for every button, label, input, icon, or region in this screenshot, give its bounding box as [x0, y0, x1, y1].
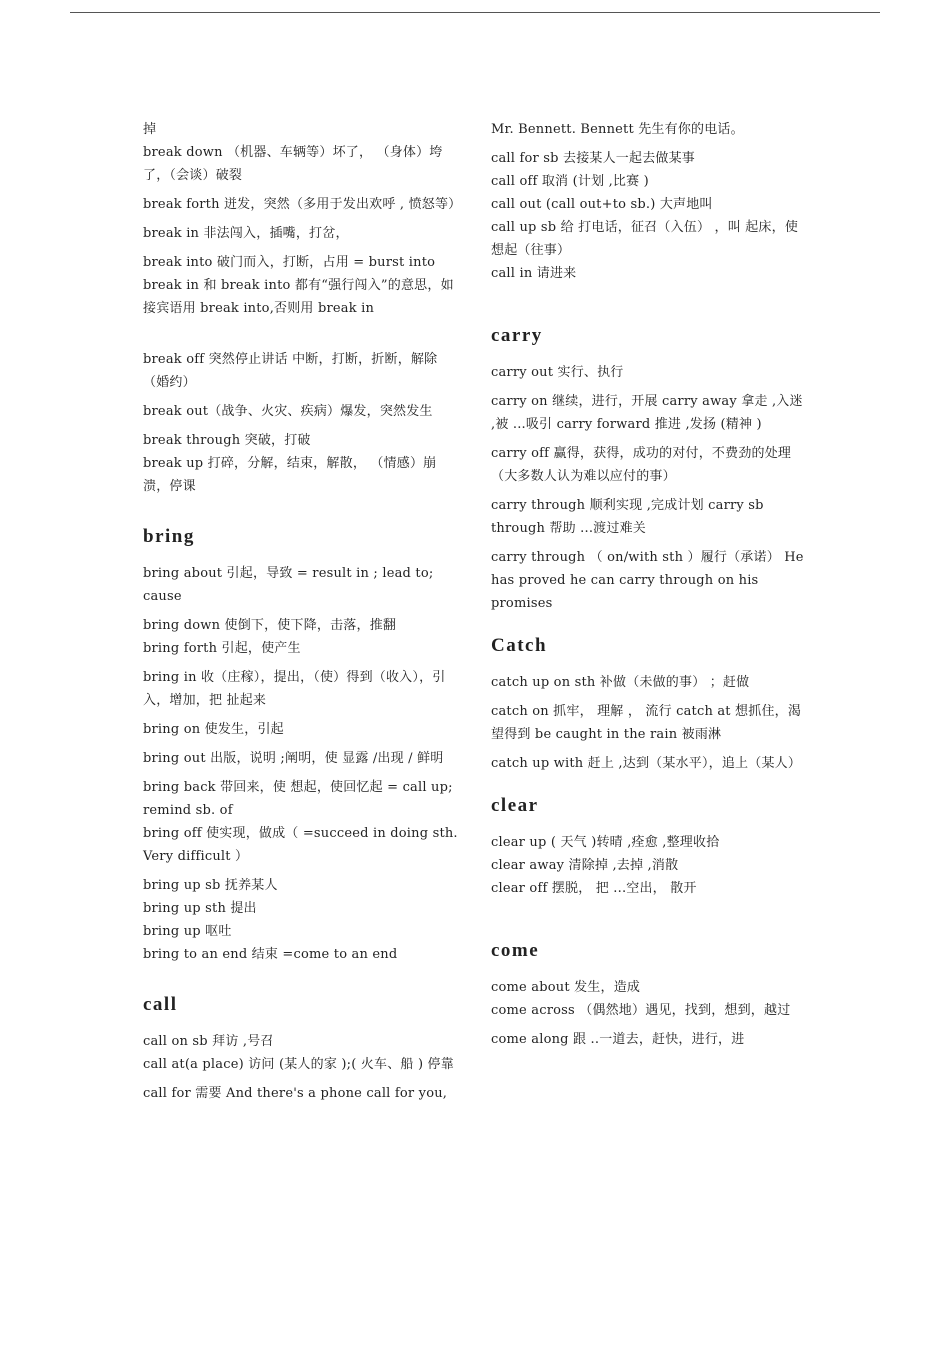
- break-entry: break into 破门而入，打断，占用 = burst into break in 和 break into 都有“强行闯入”的意思，如接宾语用 break into,否则用 break in: [143, 255, 454, 316]
- come-entry: come about 发生，造成: [491, 980, 641, 995]
- bring-entry: bring up 呕吐: [143, 924, 232, 939]
- call-entry: call on sb 拜访 ,号召: [143, 1034, 274, 1049]
- call-entry: call at(a place) 访问 (某人的家 );( 火车、船 ) 停靠: [143, 1057, 454, 1072]
- break-entry: break forth 迸发，突然（多用于发出欢呼 , 愤怒等）: [143, 197, 462, 212]
- break-entry: break through 突破，打破: [143, 433, 311, 448]
- clear-entry: clear up ( 天气 )转晴 ,痊愈 ,整理收拾: [491, 835, 720, 850]
- bring-entry: bring about 引起，导致 = result in ; lead to; cause: [143, 566, 434, 604]
- bring-entry: bring on 使发生，引起: [143, 722, 284, 737]
- call-entry: Mr. Bennett. Bennett 先生有你的电话。: [491, 122, 744, 137]
- break-entry: break in 非法闯入，插嘴，打岔，: [143, 226, 349, 241]
- carry-entry: carry out 实行、执行: [491, 365, 624, 380]
- call-entry: call for sb 去接某人一起去做某事: [491, 151, 695, 166]
- catch-entry: catch on 抓牢， 理解 ， 流行 catch at 想抓住，渴望得到 be caught in the rain 被雨淋: [491, 704, 802, 742]
- bring-entry: bring up sth 提出: [143, 901, 257, 916]
- break-entry: 掉: [143, 122, 157, 137]
- catch-entry: catch up on sth 补做（未做的事） ；赶做: [491, 675, 750, 690]
- carry-entry: carry through 顺利实现 ,完成计划 carry sb through 帮助 ...渡过难关: [491, 498, 764, 536]
- break-entry: break down （机器、车辆等）坏了， （身体）垮了，（会谈）破裂: [143, 145, 443, 183]
- clear-entry: clear away 清除掉 ,去掉 ,消散: [491, 858, 679, 873]
- carry-entry: carry through （ on/with sth ）履行（承诺） He has proved he can carry through on his promises: [491, 550, 804, 611]
- bring-entry: bring to an end 结束 =come to an end: [143, 947, 398, 962]
- call-entry: call in 请进来: [491, 266, 577, 281]
- break-entry: break off 突然停止讲话 中断，打断，折断，解除（婚约）: [143, 352, 438, 390]
- break-entry: break out（战争、火灾、疾病）爆发，突然发生: [143, 404, 433, 419]
- left-column: [143, 118, 461, 1111]
- call-continued-section: [491, 118, 809, 285]
- call-section: [143, 994, 461, 1105]
- come-section: [491, 940, 809, 1051]
- call-entry: call off 取消 (计划 ,比赛 ): [491, 174, 649, 189]
- carry-entry: carry off 赢得，获得，成功的对付，不费劲的处理（大多数人认为难以应付的事）: [491, 446, 792, 484]
- bring-section: [143, 526, 461, 966]
- come-entry: come along 跟 ..一道去，赶快，进行，进: [491, 1032, 745, 1047]
- bring-entry: bring in 收（庄稼），提出，（使）得到（收入），引入，增加，把 扯起来: [143, 670, 446, 708]
- catch-section: [491, 635, 809, 775]
- catch-entry: catch up with 赶上 ,达到（某水平），追上（某人）: [491, 756, 802, 771]
- section-heading-carry: carry: [491, 325, 543, 346]
- right-column: [491, 118, 809, 1057]
- bring-entry: bring off 使实现，做成（ =succeed in doing sth. Very difficult ）: [143, 826, 458, 864]
- come-entry: come across （偶然地）遇见，找到，想到，越过: [491, 1003, 791, 1018]
- break-section: [143, 118, 461, 498]
- bring-entry: bring down 使倒下，使下降，击落，推翻: [143, 618, 397, 633]
- section-heading-clear: clear: [491, 795, 539, 816]
- section-heading-come: come: [491, 940, 540, 961]
- bring-entry: bring up sb 抚养某人: [143, 878, 278, 893]
- call-entry: call up sb 给 打电话，征召（入伍） ，叫 起床，使想起（往事）: [491, 220, 799, 258]
- section-heading-bring: bring: [143, 526, 195, 547]
- clear-section: [491, 795, 809, 900]
- clear-entry: clear off 摆脱， 把 ...空出， 散开: [491, 881, 697, 896]
- break-entry: break up 打碎，分解，结束，解散， （情感）崩溃，停课: [143, 456, 437, 494]
- call-entry: call out (call out+to sb.) 大声地叫: [491, 197, 713, 212]
- top-rule: [70, 12, 880, 13]
- call-entry: call for 需要 And there's a phone call for you,: [143, 1086, 448, 1101]
- section-heading-call: call: [143, 994, 178, 1015]
- bring-entry: bring back 带回来，使 想起，使回忆起 = call up; remind sb. of: [143, 780, 453, 818]
- bring-entry: bring out 出版，说明 ;阐明，使 显露 /出现 / 鲜明: [143, 751, 444, 766]
- carry-entry: carry on 继续，进行，开展 carry away 拿走 ,入迷 ,被 ...吸引 carry forward 推进 ,发扬 (精神 ): [491, 394, 803, 432]
- section-heading-catch: Catch: [491, 635, 548, 656]
- bring-entry: bring forth 引起，使产生: [143, 641, 301, 656]
- carry-section: [491, 325, 809, 615]
